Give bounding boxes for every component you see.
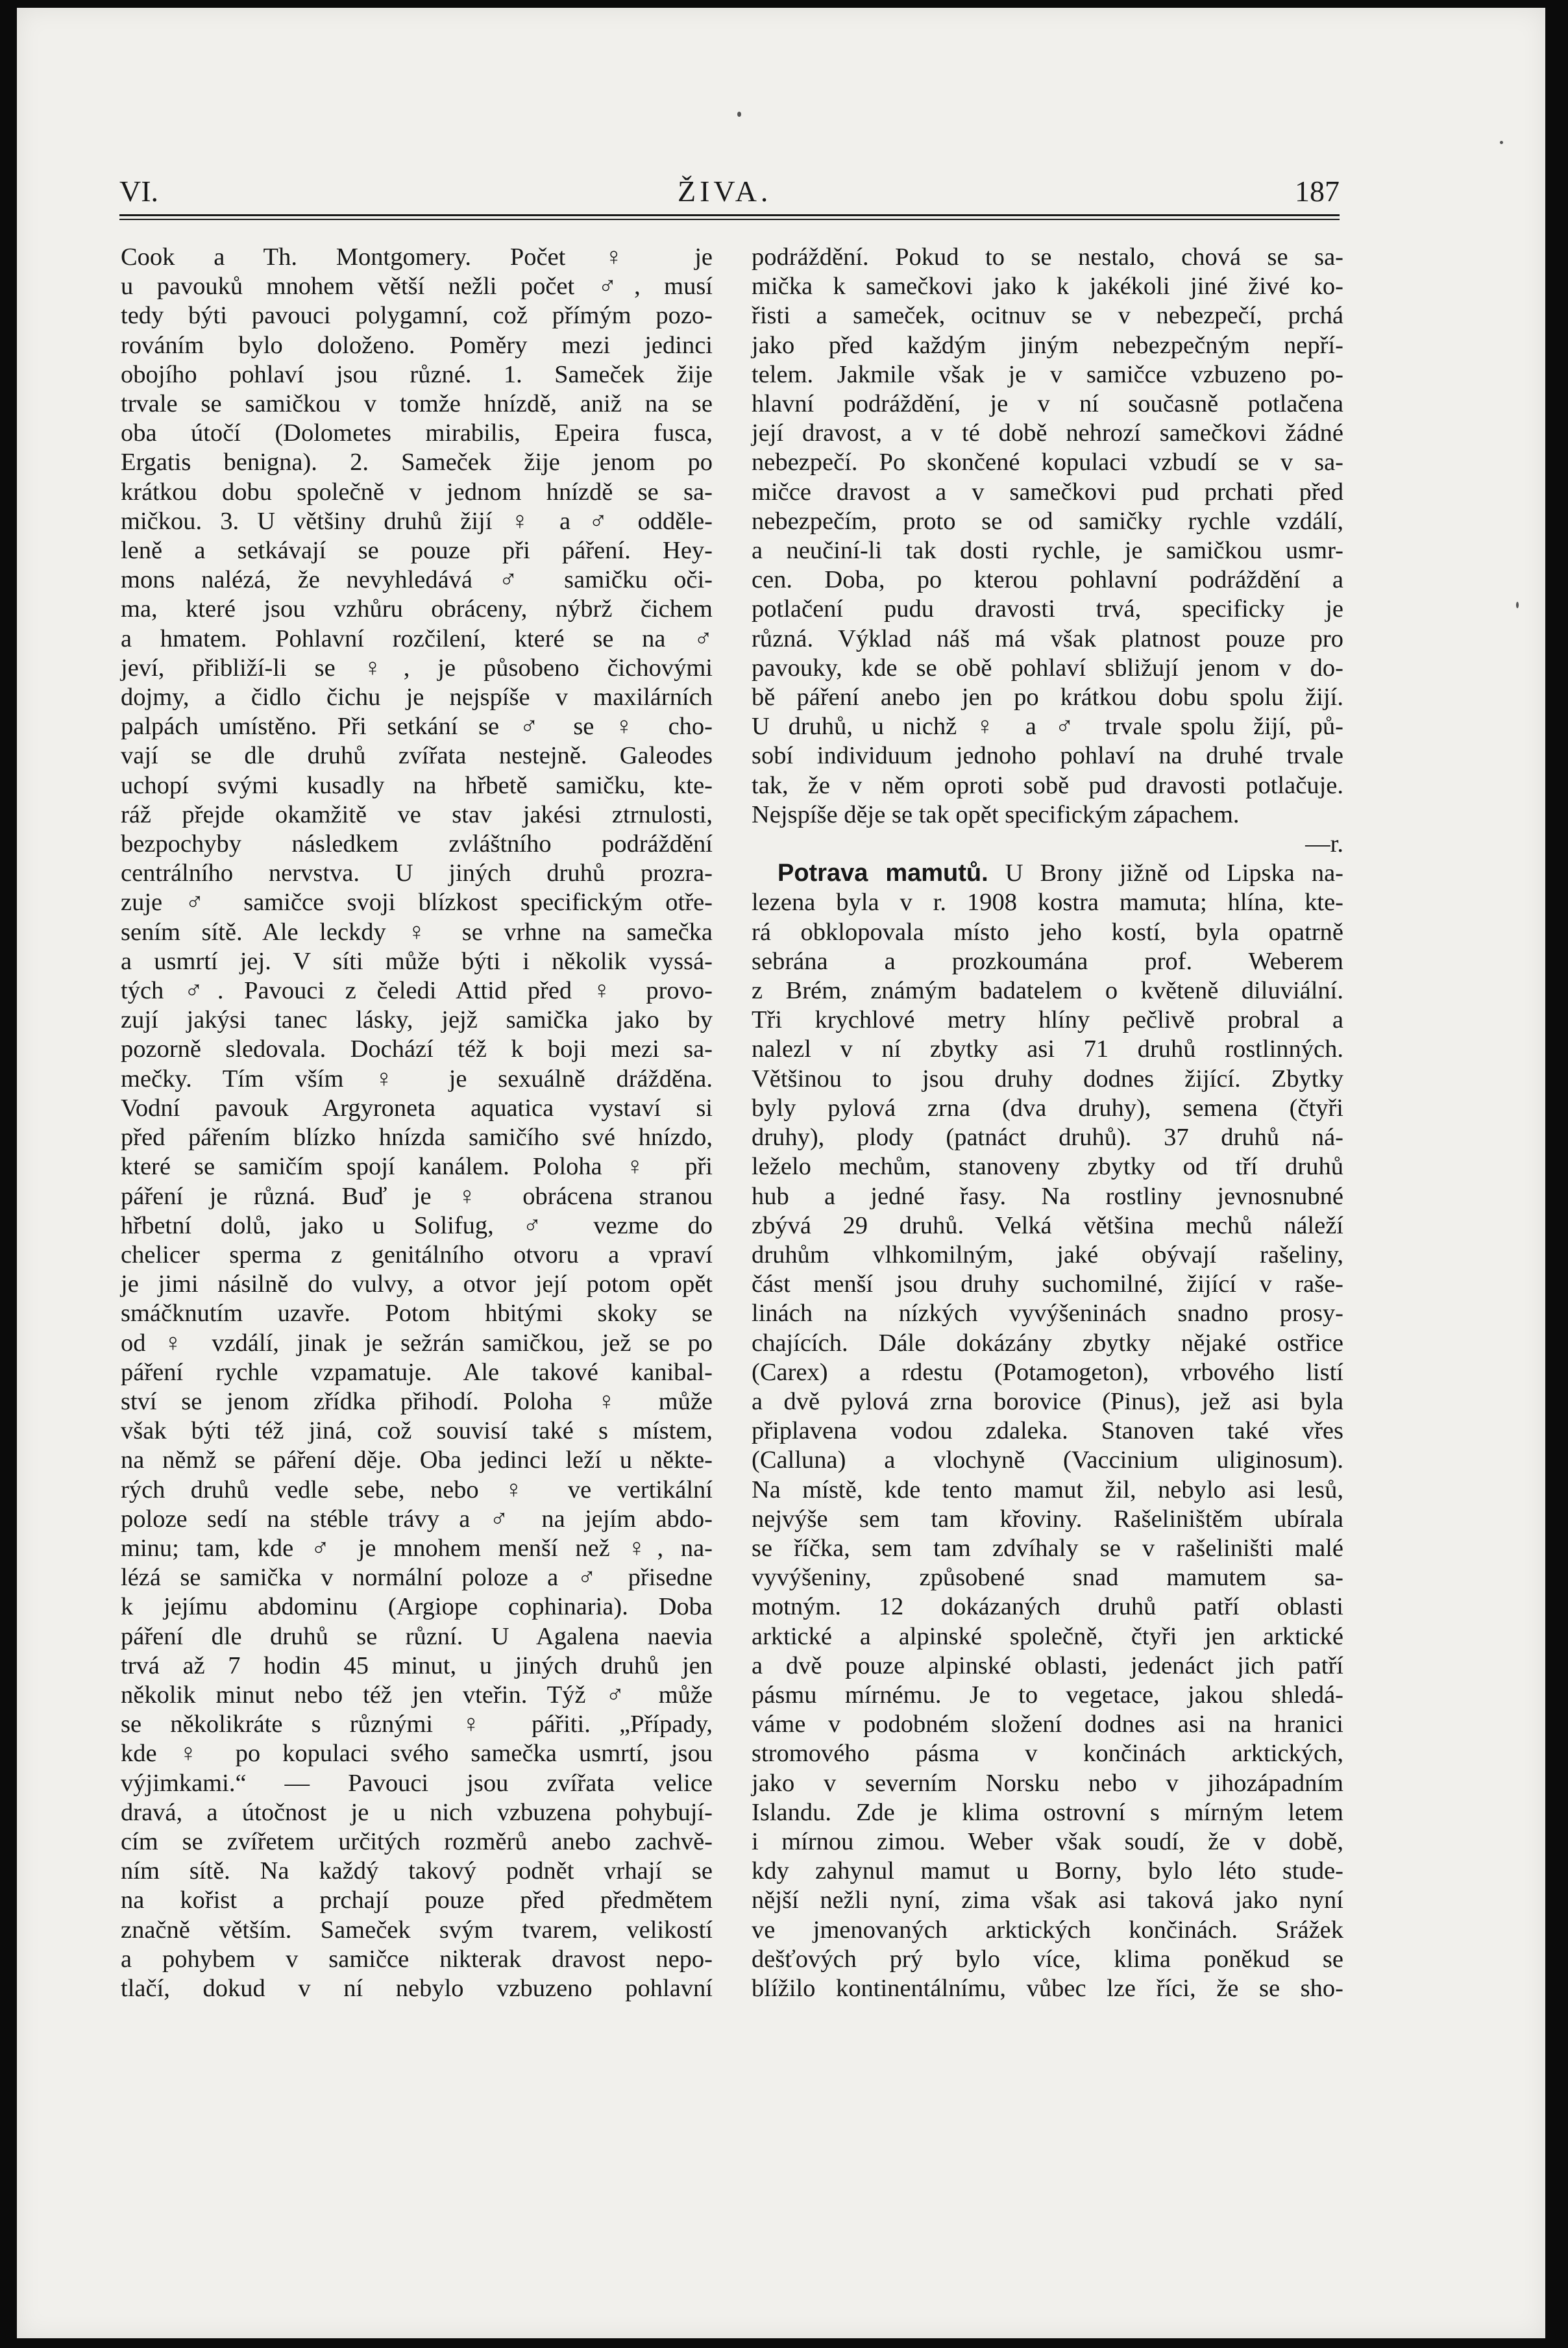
text-line: bě páření anebo jen po krátkou dobu spolu žijí. <box>752 684 1343 711</box>
right-column <box>752 243 1343 2003</box>
text-line: před pářením blízko hnízda samičího své hnízdo, <box>121 1124 713 1152</box>
text-line: nejvýše sem tam křoviny. Rašeliništěm ubírala <box>752 1505 1343 1533</box>
scan-speck <box>1516 602 1519 608</box>
text-line: výjimkami.“ — Pavouci jsou zvířata velice <box>121 1769 713 1797</box>
journal-page <box>17 8 1545 2338</box>
text-line: Na místě, kde tento mamut žil, nebylo asi lesů, <box>752 1476 1343 1503</box>
text-line: na kořist a prchají pouze před předmětem <box>121 1886 713 1914</box>
text-line: ma, které jsou vzhůru obráceny, nýbrž čichem <box>121 595 713 623</box>
page-number: 187 <box>1295 175 1340 208</box>
text-line: tlačí, dokud v ní nebylo vzbuzeno pohlavní <box>121 1974 713 2002</box>
text-line: nebezpečím, proto se od samičky rychle vzdálí, <box>752 507 1343 535</box>
text-line: chelicer sperma z genitálního otvoru a vpraví <box>121 1241 713 1268</box>
text-line: jeví, přibliží-li se ♀, je působeno čichovými <box>121 654 713 682</box>
text-line: lézá se samička v normální poloze a ♂ přisedne <box>121 1564 713 1592</box>
text-line: jako v severním Norsku nebo v jihozápadním <box>752 1769 1343 1797</box>
text-line: ství se jenom zřídka přihodí. Poloha ♀ může <box>121 1387 713 1415</box>
text-line: značně větším. Sameček svým tvarem, velikostí <box>121 1916 713 1944</box>
text-line: (Carex) a rdestu (Potamogeton), vrbového listí <box>752 1358 1343 1386</box>
section-first-line-text: U Brony jižně od Lipska na- <box>1005 859 1343 887</box>
text-line: však býti též jiná, což souvisí také s místem, <box>121 1417 713 1445</box>
text-line: dešťových prý bylo více, klima poněkud se <box>752 1945 1343 1973</box>
text-line: obojího pohlaví jsou různé. 1. Sameček žije <box>121 360 713 388</box>
text-line: páření rychle vzpamatuje. Ale takové kanibal- <box>121 1358 713 1386</box>
text-line: U druhů, u nichž ♀ a ♂ trvale spolu žijí, pů- <box>752 713 1343 741</box>
text-line: pavouky, kde se obě pohlaví sbližují jenom v do- <box>752 654 1343 682</box>
text-line: je jimi násilně do vulvy, a otvor její potom opět <box>121 1270 713 1298</box>
text-line: hřbetní dolů, jako u Solifug, ♂ vezme do <box>121 1211 713 1239</box>
text-line: část menší jsou druhy suchomilné, žijící v raše- <box>752 1270 1343 1298</box>
text-line: Vodní pavouk Argyroneta aquatica vystaví si <box>121 1094 713 1122</box>
text-line: (Calluna) a vlochyně (Vaccinium uliginosum). <box>752 1446 1343 1474</box>
text-line: trvale se samičkou v tomže hnízdě, aniž na se <box>121 390 713 418</box>
text-line: se říčka, sem tam zdvíhaly se v rašeliništi malé <box>752 1534 1343 1562</box>
text-line: pásmu mírnému. Je to vegetace, jakou shledá- <box>752 1681 1343 1709</box>
text-line: její dravost, a v té době nehrozí samečkovi žádné <box>752 419 1343 447</box>
text-line: zují jakýsi tanec lásky, jejž samička jako by <box>121 1006 713 1034</box>
text-line: dravá, a útočnost je u nich vzbuzena pohybují- <box>121 1798 713 1826</box>
text-line: telem. Jakmile však je v samičce vzbuzeno po- <box>752 360 1343 388</box>
text-line: potlačení pudu dravosti trvá, specificky je <box>752 595 1343 623</box>
text-line: mečky. Tím vším ♀ je sexuálně drážděna. <box>121 1065 713 1093</box>
text-line: nalezl v ní zbytky asi 71 druhů rostlinných. <box>752 1035 1343 1063</box>
text-line: a hmatem. Pohlavní rozčilení, které se na ♂ <box>121 624 713 652</box>
text-line: několik minut nebo též jen vteřin. Týž ♂ může <box>121 1681 713 1709</box>
text-line: rých druhů vedle sebe, nebo ♀ ve vertikální <box>121 1476 713 1503</box>
text-line: nější nežli nyní, zima však asi taková jako nyní <box>752 1886 1343 1914</box>
text-line: zuje ♂ samičce svoji blízkost specifickým otře- <box>121 889 713 917</box>
scan-speck <box>1500 141 1503 144</box>
text-line: a neučiní-li tak dosti rychle, je samičkou usmr- <box>752 537 1343 565</box>
text-line: hlavní podráždění, je v ní současně potlačena <box>752 390 1343 418</box>
text-line: připlavena vodou zdaleka. Stanoven také vřes <box>752 1417 1343 1445</box>
left-column <box>121 243 713 2003</box>
text-line: jako před každým jiným nebezpečným nepří- <box>752 331 1343 359</box>
text-line: pozorně sledovala. Dochází též k boji mezi sa- <box>121 1035 713 1063</box>
text-line: sením sítě. Ale leckdy ♀ se vrhne na samečka <box>121 918 713 946</box>
text-line: trvá až 7 hodin 45 minut, u jiných druhů jen <box>121 1651 713 1679</box>
scan-speck <box>737 112 741 117</box>
text-line: od ♀ vzdálí, jinak je sežrán samičkou, jež se po <box>121 1329 713 1357</box>
text-line: Cook a Th. Montgomery. Počet ♀ je <box>121 243 713 271</box>
text-line: sebrána a prozkoumána prof. Weberem <box>752 947 1343 975</box>
text-line: ve jmenovaných arktických končinách. Srážek <box>752 1916 1343 1944</box>
text-line: vyvýšeniny, způsobené snad mamutem sa- <box>752 1564 1343 1592</box>
text-line: páření je různá. Buď je ♀ obrácena stranou <box>121 1182 713 1210</box>
text-line: bezpochyby následkem zvláštního podráždění <box>121 830 713 858</box>
text-line: tých ♂. Pavouci z čeledi Attid před ♀ provo- <box>121 977 713 1005</box>
text-line: řisti a sameček, ocitnuv se v nebezpečí, prchá <box>752 302 1343 330</box>
text-line: tak, že v něm oproti sobě pud dravosti potlačuje. <box>752 771 1343 799</box>
text-line: tedy býti pavouci polygamní, což přímým pozo- <box>121 302 713 330</box>
text-line: krátkou dobu společně v jednom hnízdě se sa- <box>121 478 713 506</box>
section-first-line <box>752 859 1343 888</box>
text-line: druhům vlhkomilným, jaké obývají rašeliny, <box>752 1241 1343 1268</box>
text-line: různá. Výklad náš má však platnost pouze pro <box>752 624 1343 652</box>
text-line: k jejímu abdominu (Argiope cophinaria). Doba <box>121 1593 713 1621</box>
text-line: mons nalézá, že nevyhledává ♂ samičku oči- <box>121 566 713 594</box>
text-line: Ergatis benigna). 2. Sameček žije jenom po <box>121 449 713 476</box>
running-header <box>119 169 1340 214</box>
text-line: ráž přejde okamžitě ve stav jakési ztrnulosti, <box>121 800 713 828</box>
text-line: kdy zahynul mamut u Borny, bylo léto stude- <box>752 1857 1343 1885</box>
text-line: a dvě pouze alpinské oblasti, jedenáct jich patří <box>752 1651 1343 1679</box>
text-line: Islandu. Zde je klima ostrovní s mírným letem <box>752 1798 1343 1826</box>
text-line: linách na nízkých vyvýšeninách snadno prosy- <box>752 1300 1343 1328</box>
text-line: se několikráte s různými ♀ pářiti. „Případy, <box>121 1711 713 1738</box>
right-column-paragraph <box>752 243 1343 830</box>
text-line: vají se dle druhů zvířata nestejně. Galeodes <box>121 742 713 770</box>
text-line: rováním bylo doloženo. Poměry mezi jedinci <box>121 331 713 359</box>
text-line: hub a jedné řasy. Na rostliny jevnosnubné <box>752 1182 1343 1210</box>
text-line: na němž se páření děje. Oba jedinci leží u někte- <box>121 1446 713 1474</box>
text-line: minu; tam, kde ♂ je mnohem menší než ♀, na- <box>121 1534 713 1562</box>
text-line: u pavouků mnohem větší nežli počet ♂, musí <box>121 273 713 301</box>
text-line: a dvě pylová zrna borovice (Pinus), jež asi byla <box>752 1387 1343 1415</box>
text-line: Většinou to jsou druhy dodnes žijící. Zbytky <box>752 1065 1343 1093</box>
text-line: Tři krychlové metry hlíny pečlivě probral a <box>752 1006 1343 1034</box>
text-line: sobí individuum jednoho pohlaví na druhé trvale <box>752 742 1343 770</box>
text-line: cen. Doba, po kterou pohlavní podráždění a <box>752 566 1343 594</box>
text-line: a pohybem v samičce nikterak dravost nepo- <box>121 1945 713 1973</box>
text-line: mičce dravost a v samečkovi pud prchati před <box>752 478 1343 506</box>
text-line: páření dle druhů se různí. U Agalena naevia <box>121 1622 713 1650</box>
text-line: nebezpečí. Po skončené kopulaci vzbudí se v sa- <box>752 449 1343 476</box>
volume-number: VI. <box>119 175 159 208</box>
text-line: z Brém, známým badatelem o květeně diluviální. <box>752 977 1343 1005</box>
text-line: druhy), plody (patnáct druhů). 37 druhů ná- <box>752 1124 1343 1152</box>
text-line: chajících. Dále dokázány zbytky nějaké ostřice <box>752 1329 1343 1357</box>
text-line: leně a setkávají se pouze při páření. Hey- <box>121 537 713 565</box>
text-line: centrálního nervstva. U jiných druhů prozra- <box>121 859 713 887</box>
text-line: i mírnou zimou. Weber však soudí, že v době, <box>752 1827 1343 1855</box>
text-line: ním sítě. Na každý takový podnět vrhají se <box>121 1857 713 1885</box>
text-line: kde ♀ po kopulaci svého samečka usmrtí, jsou <box>121 1740 713 1768</box>
text-line: podráždění. Pokud to se nestalo, chová se sa- <box>752 243 1343 271</box>
text-line: palpách umístěno. Při setkání se ♂ se ♀ cho- <box>121 713 713 741</box>
text-line: mička k samečkovi jako k jakékoli jiné živé ko- <box>752 273 1343 301</box>
text-line: motným. 12 dokázaných druhů patří oblasti <box>752 1593 1343 1621</box>
text-line: váme v podobném složení dodnes asi na hranici <box>752 1711 1343 1738</box>
text-line: uchopí svými kusadly na hřbetě samičku, kte- <box>121 771 713 799</box>
text-line: smáčknutím uzavře. Potom hbitými skoky se <box>121 1300 713 1328</box>
text-line: oba útočí (Dolometes mirabilis, Epeira fusca, <box>121 419 713 447</box>
text-line: blížilo kontinentálnímu, vůbec lze říci, že se sho- <box>752 1974 1343 2002</box>
article-signature: —r. <box>1305 830 1343 858</box>
header-rule <box>119 214 1340 220</box>
text-line: leželo mechům, stanoveny zbytky od tří druhů <box>752 1153 1343 1181</box>
text-line: zbývá 29 druhů. Velká většina mechů náleží <box>752 1211 1343 1239</box>
text-line: byly pylová zrna (dva druhy), semena (čtyři <box>752 1094 1343 1122</box>
text-line: cím se zvířetem určitých rozměrů anebo zachvě- <box>121 1827 713 1855</box>
text-line: které se samičím spojí kanálem. Poloha ♀ při <box>121 1153 713 1181</box>
text-line: a usmrtí jej. V síti může býti i několik vyssá- <box>121 947 713 975</box>
text-line: arktické a alpinské společně, čtyři jen arktické <box>752 1622 1343 1650</box>
text-line: lezena byla v r. 1908 kostra mamuta; hlína, kte- <box>752 889 1343 917</box>
section-title: Potrava mamutů. <box>778 859 988 887</box>
text-line: mičkou. 3. U většiny druhů žijí ♀ a ♂ odděle- <box>121 507 713 535</box>
journal-title: ŽIVA. <box>678 175 772 208</box>
text-line: Nejspíše děje se tak opět specifickým zápachem. <box>752 800 1240 828</box>
mammoth-article-body <box>752 888 1343 2003</box>
text-line: dojmy, a čidlo čichu je nejspíše v maxilárních <box>121 684 713 711</box>
text-line: poloze sedí na stéble trávy a ♂ na jejím abdo- <box>121 1505 713 1533</box>
text-line: stromového pásma v končinách arktických, <box>752 1740 1343 1768</box>
text-line: rá obklopovala místo jeho kostí, byla opatrně <box>752 918 1343 946</box>
